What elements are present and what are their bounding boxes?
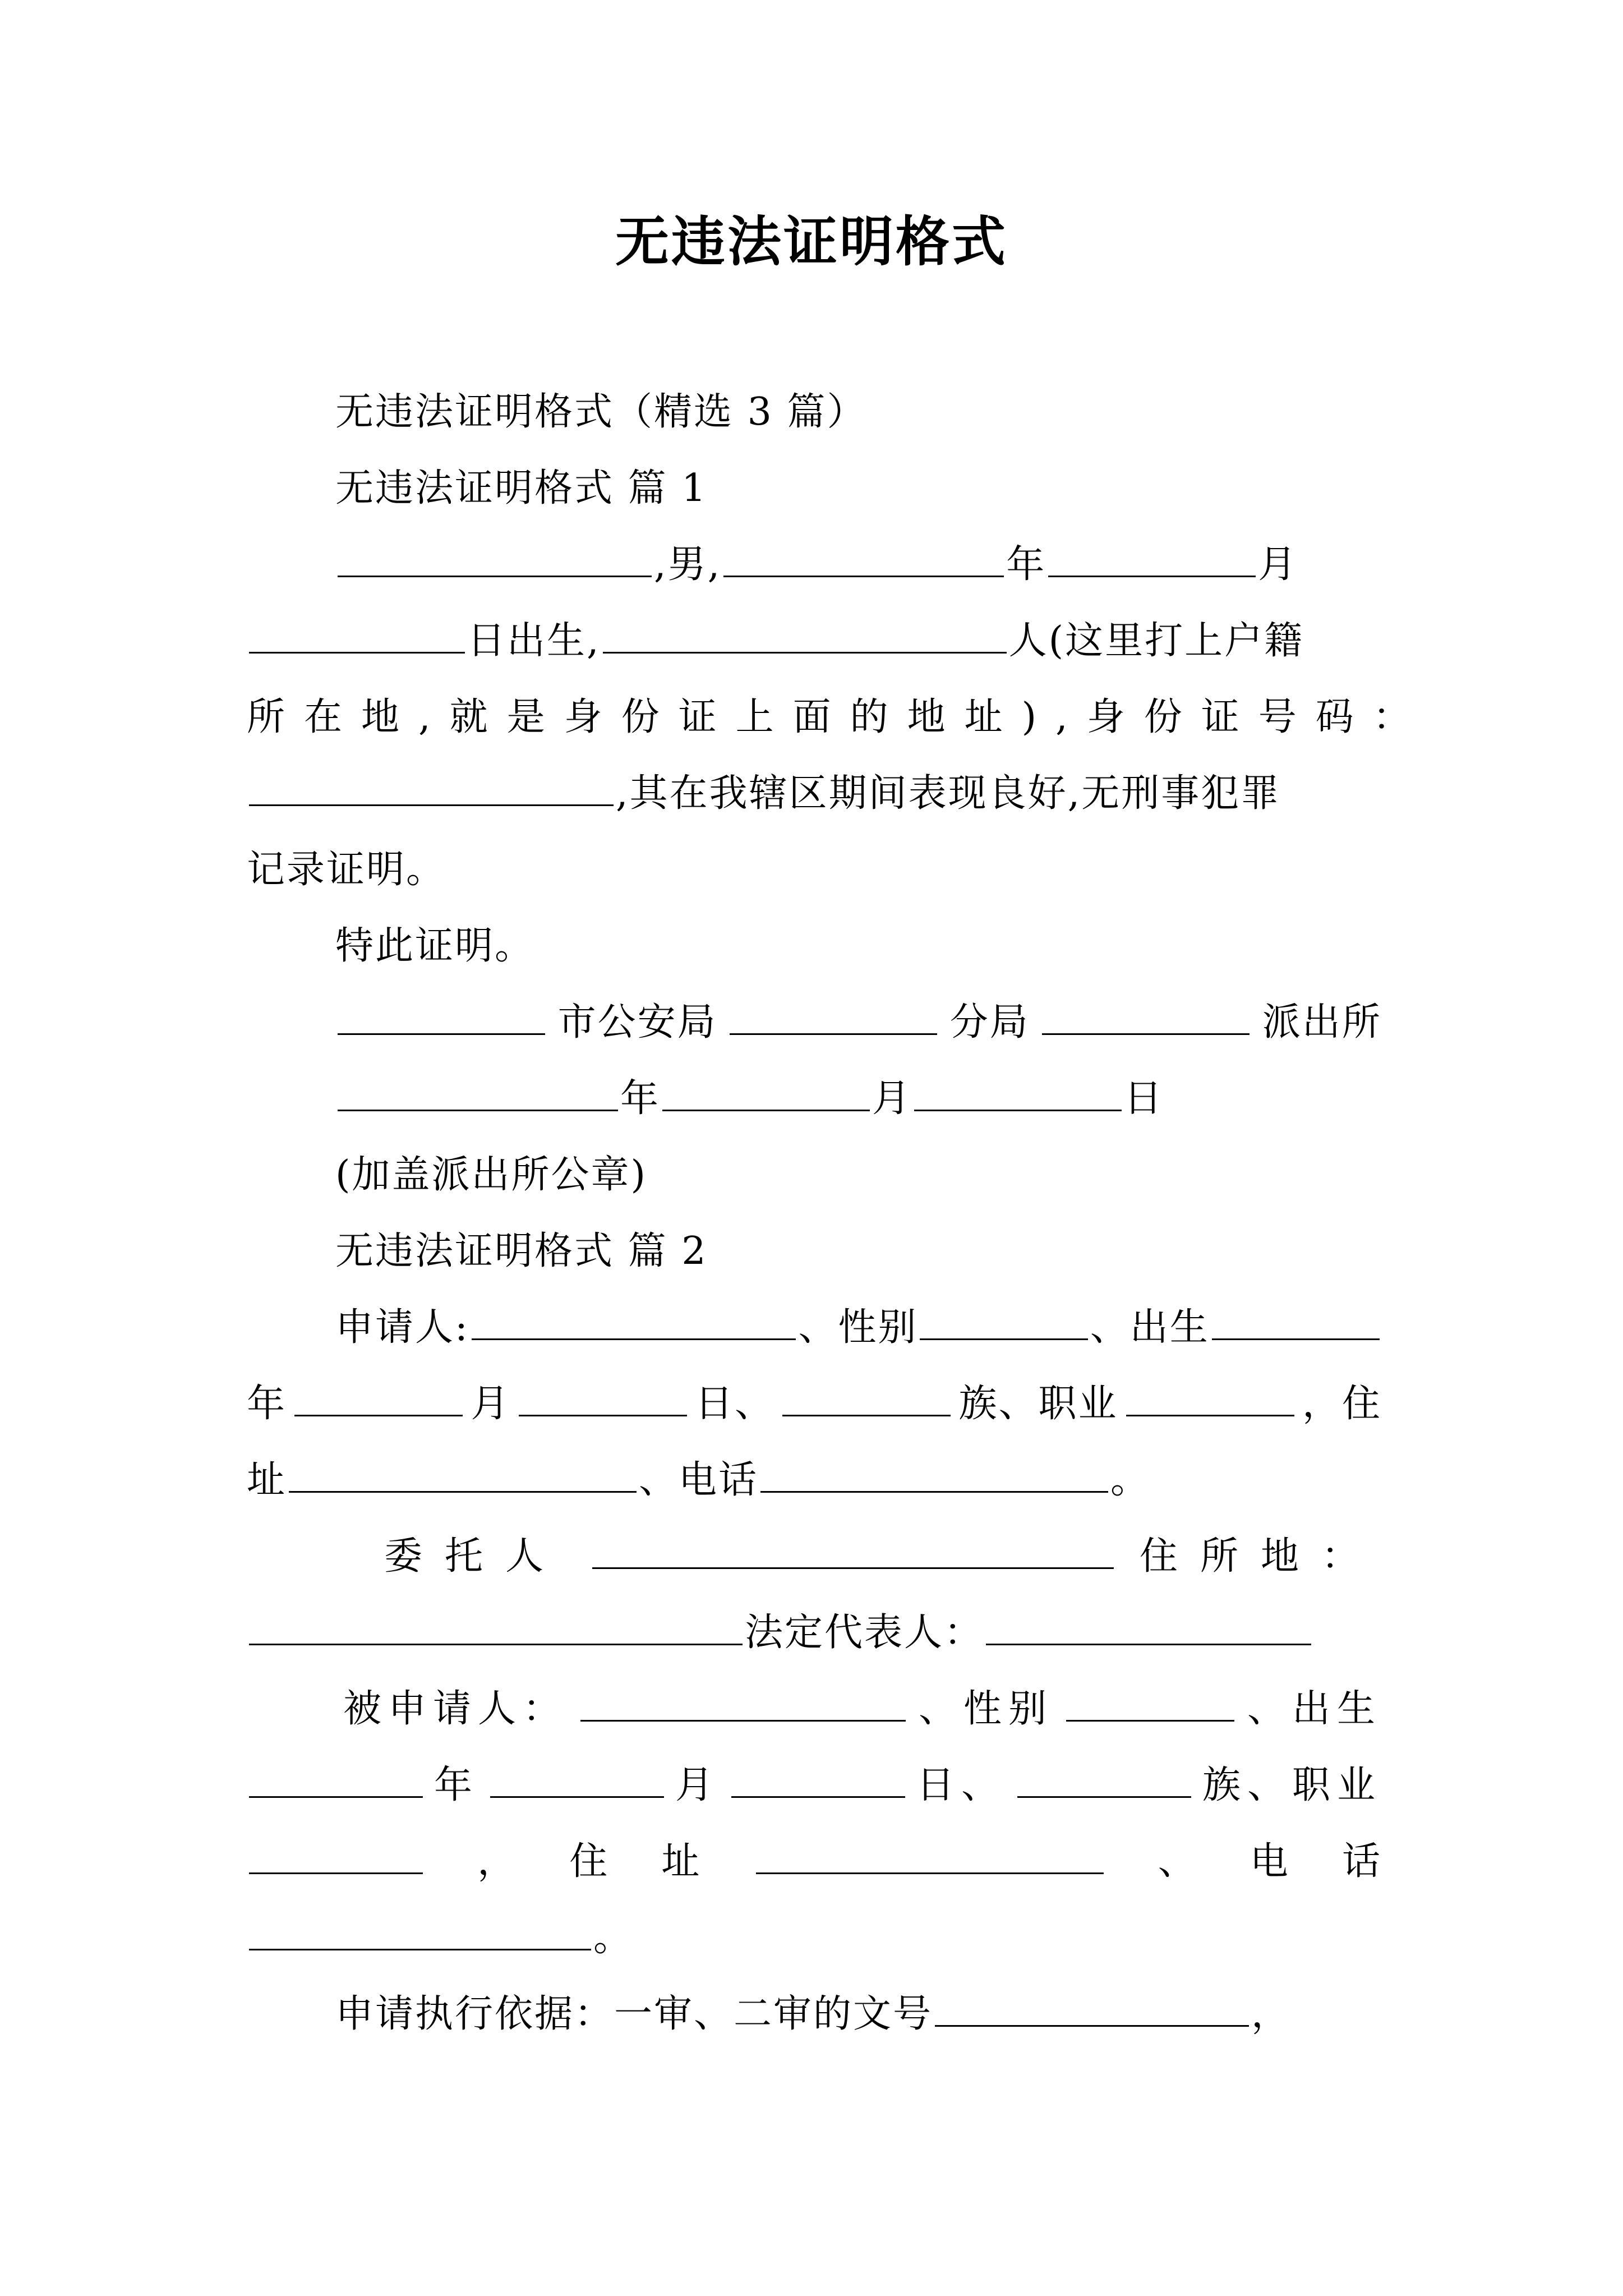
text-residence: ，住 [1302,1382,1382,1426]
text-year: 年 [620,1076,661,1121]
section-1-heading: 无违法证明格式 篇 1 [335,466,708,510]
text-applicant: 申请人: [335,1305,469,1350]
s2-row-5 [247,1602,1382,1678]
s1-line-3 [247,687,1430,763]
blank-applicant-gender [920,1335,1087,1340]
blank-applicant-occupation [1126,1411,1294,1416]
text-separator: 、 [1158,1839,1198,1884]
blank-issue-month [662,1106,870,1111]
text-phone-char-2: 话 [1341,1839,1382,1884]
s2-row-3 [247,1450,1382,1526]
text-month: 月 [1258,542,1298,587]
text-gender: 、性别 [918,1687,1053,1731]
s2-row-10 [247,1984,1382,2060]
text-period: 。 [593,1916,634,1960]
blank-respondent-year [249,1793,423,1798]
blank-respondent-ethnicity [1017,1793,1191,1798]
blank-applicant-name [472,1335,796,1340]
s2-row-7 [247,1755,1382,1831]
text-branch: 分局 [949,1000,1030,1045]
text-execution-basis: 申请执行依据：一审、二审的文号 [335,1992,933,2036]
blank-respondent-phone [249,1945,591,1950]
blank-name [338,572,652,577]
text-residence: 住 [569,1839,610,1884]
text-month: 月 [872,1076,912,1121]
blank-agent [592,1564,1114,1569]
text-male: ,男, [654,542,722,587]
s2-row-1 [247,1297,1382,1373]
text-year: 年 [247,1382,287,1426]
text-address-note: 所在地,就是身份证上面的地址),身份证号码： [247,695,1430,739]
s2-row-2 [247,1373,1382,1450]
s2-row-9 [247,1907,1382,1984]
text-period: 。 [1110,1458,1151,1502]
text-hereby-certify: 特此证明。 [335,924,535,968]
text-year: 年 [1006,542,1046,587]
text-respondent: 被申请人： [343,1687,568,1731]
blank-respondent-name [580,1717,906,1722]
text-good-conduct: ,其在我辖区期间表现良好,无刑事犯罪 [616,771,1281,816]
blank-applicant-phone [760,1488,1108,1493]
document-title: 无违法证明格式 [615,210,1008,273]
blank-issue-year [338,1106,618,1111]
text-agent: 委托人 [384,1534,566,1579]
blank-domicile [249,1640,743,1645]
s1-line-7 [247,992,1382,1068]
text-birth: 、出生 [1247,1687,1382,1731]
text-city-police: 市公安局 [557,1000,717,1045]
blank-respondent-address [756,1869,1104,1874]
blank-respondent-month [490,1793,664,1798]
blank-applicant-day [519,1411,687,1416]
text-seal-note: (加盖派出所公章) [335,1153,648,1197]
text-day: 日、 [694,1382,774,1426]
s2-row-4 [247,1526,1382,1602]
s2-row-6 [247,1678,1382,1755]
blank-id-number [249,801,614,806]
text-ethnic-occupation: 族、职业 [958,1382,1118,1426]
blank-station [1042,1030,1249,1035]
text-month: 月 [471,1382,511,1426]
blank-issue-day [914,1106,1122,1111]
s1-line-2 [247,610,1382,687]
text-ethnic-occupation: 族、职业 [1202,1763,1382,1807]
blank-legal-rep [986,1640,1311,1645]
blank-branch [730,1030,937,1035]
section-2-heading-line [247,1221,1382,1297]
blank-respondent-day [731,1793,905,1798]
text-legal-rep: 法定代表人： [745,1611,984,1655]
s1-line-4 [247,763,1382,839]
blank-applicant-address [289,1488,637,1493]
text-address-char: 址 [661,1839,702,1884]
s1-line-6 [247,915,1382,992]
blank-document-number [935,2022,1249,2027]
text-comma: ， [477,1839,518,1884]
text-station: 派出所 [1262,1000,1382,1045]
text-record-proof: 记录证明。 [247,848,446,892]
text-gender: 、性别 [798,1305,918,1350]
blank-hometown [603,648,1007,654]
blank-applicant-ethnicity [782,1411,951,1416]
text-household-note: 人(这里打上户籍 [1008,619,1304,663]
s1-line-9 [247,1144,1382,1221]
text-year: 年 [434,1763,479,1807]
text-month: 月 [675,1763,720,1807]
text-comma: ， [1251,1992,1292,2036]
s2-row-8 [247,1831,1382,1907]
s1-line-5 [247,839,1382,915]
text-day: 日 [1124,1076,1164,1121]
blank-respondent-occupation [249,1869,423,1874]
subtitle-line [247,381,1382,458]
blank-birth-year [723,572,1004,577]
blank-applicant-birth-year [1212,1335,1380,1340]
blank-city [338,1030,545,1035]
blank-birth-day [249,648,465,654]
s1-line-8 [247,1068,1382,1144]
blank-birth-month [1048,572,1256,577]
text-phone: 、电话 [639,1458,759,1502]
section-2-heading: 无违法证明格式 篇 2 [335,1229,708,1273]
text-phone-char-1: 电 [1249,1839,1290,1884]
blank-applicant-month [294,1411,463,1416]
text-birth: 、出生 [1090,1305,1210,1350]
text-domicile: 住所地： [1139,1534,1382,1579]
s1-line-1 [247,534,1382,610]
subtitle: 无违法证明格式（精选 3 篇） [335,390,867,434]
text-born: 日出生, [467,619,601,663]
blank-respondent-gender [1066,1717,1234,1722]
text-day: 日、 [916,1763,1006,1807]
text-address-char: 址 [247,1458,287,1502]
section-1-heading-line [247,458,1382,534]
